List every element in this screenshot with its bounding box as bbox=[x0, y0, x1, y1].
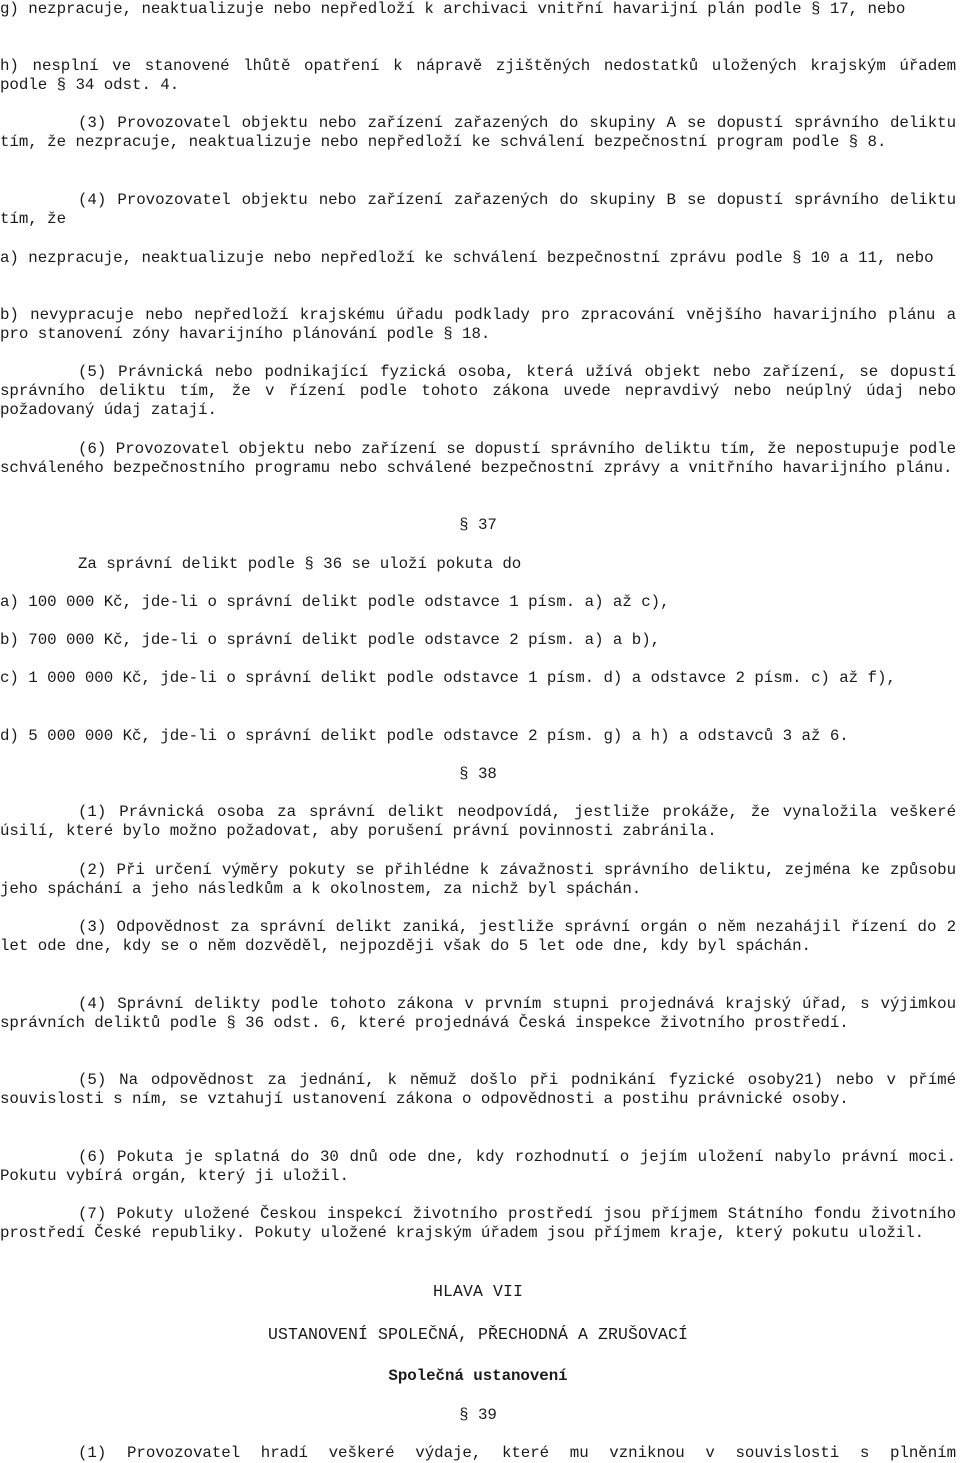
paragraph-36-5: (5) Právnická nebo podnikající fyzická osoba, která užívá objekt nebo zařízení, se dopustí správního deliktu tím, že v řízení podle tohoto zákona uvede nepravdivý nebo neúplný údaj nebo požadovaný údaj zatají. bbox=[0, 363, 956, 420]
section-38-paragraph-5: (5) Na odpovědnost za jednání, k němuž došlo při podnikání fyzické osoby21) nebo v přímé souvislosti s ním, se vztahují ustanovení zákona o odpovědnosti a postihu právnické osoby. bbox=[0, 1071, 956, 1109]
section-38-paragraph-4: (4) Správní delikty podle tohoto zákona v prvním stupni projednává krajský úřad, s výjimkou správních deliktů podle § 36 odst. 6, které projednává Česká inspekce životního prostředí. bbox=[0, 995, 956, 1033]
paragraph-36-4-b: b) nevypracuje nebo nepředloží krajskému úřadu podklady pro zpracování vnějšího havarijního plánu a pro stanovení zóny havarijního plánování podle § 18. bbox=[0, 306, 956, 344]
section-39-paragraph-1: (1) Provozovatel hradí veškeré výdaje, které mu vzniknou v souvislosti s plněním bbox=[78, 1444, 956, 1462]
section-37-item-b: b) 700 000 Kč, jde-li o správní delikt podle odstavce 2 písm. a) a b), bbox=[0, 631, 661, 649]
section-38-paragraph-2: (2) Při určení výměry pokuty se přihlédne k závažnosti správního deliktu, zejména ke způsobu jeho spáchání a jeho následkům a k okolnostem, za nichž byl spáchán. bbox=[0, 861, 956, 899]
chapter-title: USTANOVENÍ SPOLEČNÁ, PŘECHODNÁ A ZRUŠOVACÍ bbox=[267, 1325, 689, 1344]
section-38-paragraph-7: (7) Pokuty uložené Českou inspekcí životního prostředí jsou příjmem Státního fondu životního prostředí České republiky. Pokuty uložené krajským úřadem jsou příjmem kraje, který pokutu uložil. bbox=[0, 1205, 956, 1243]
paragraph-36-4: (4) Provozovatel objektu nebo zařízení zařazených do skupiny B se dopustí správního deliktu tím, že bbox=[0, 191, 956, 229]
paragraph-36-6: (6) Provozovatel objektu nebo zařízení se dopustí správního deliktu tím, že nepostupuje podle schváleného bezpečnostního programu nebo schválené bezpečnostní zprávy a vnitřního havarijního plánu. bbox=[0, 440, 956, 478]
paragraph-36-4-a: a) nezpracuje, neaktualizuje nebo nepředloží ke schválení bezpečnostní zprávu podle § 10 a 11, nebo bbox=[0, 249, 934, 267]
section-37-item-a: a) 100 000 Kč, jde-li o správní delikt podle odstavce 1 písm. a) až c), bbox=[0, 593, 670, 611]
chapter-number: HLAVA VII bbox=[432, 1282, 523, 1301]
section-37-item-d: d) 5 000 000 Kč, jde-li o správní delikt podle odstavce 2 písm. g) a h) a odstavců 3 až 6. bbox=[0, 727, 849, 745]
paragraph-36-3: (3) Provozovatel objektu nebo zařízení zařazených do skupiny A se dopustí správního deliktu tím, že nezpracuje, neaktualizuje nebo nepředloží ke schválení bezpečnostní program podle § 8. bbox=[0, 114, 956, 152]
section-37-intro: Za správní delikt podle § 36 se uloží pokuta do bbox=[78, 555, 522, 573]
section-38-paragraph-1: (1) Právnická osoba za správní delikt neodpovídá, jestliže prokáže, že vynaložila veškeré úsilí, které bylo možno požadovat, aby porušení právní povinnosti zabránila. bbox=[0, 803, 956, 841]
paragraph-36-2-h: h) nesplní ve stanovené lhůtě opatření k nápravě zjištěných nedostatků uložených krajským úřadem podle § 34 odst. 4. bbox=[0, 57, 956, 95]
section-37-item-c: c) 1 000 000 Kč, jde-li o správní delikt podle odstavce 1 písm. d) a odstavce 2 písm. c) až f), bbox=[0, 669, 896, 687]
section-38-paragraph-6: (6) Pokuta je splatná do 30 dnů ode dne, kdy rozhodnutí o jejím uložení nabylo právní moci. Pokutu vybírá orgán, který ji uložil. bbox=[0, 1148, 956, 1186]
section-37-heading: § 37 bbox=[459, 516, 497, 534]
chapter-subtitle: Společná ustanovení bbox=[388, 1367, 568, 1385]
section-38-heading: § 38 bbox=[459, 765, 497, 783]
section-39-heading: § 39 bbox=[459, 1406, 497, 1424]
section-38-paragraph-3: (3) Odpovědnost za správní delikt zaniká, jestliže správní orgán o něm nezahájil řízení do 2 let ode dne, kdy se o něm dozvěděl, nejpozději však do 5 let ode dne, kdy byl spáchán. bbox=[0, 918, 956, 956]
paragraph-36-2-g: g) nezpracuje, neaktualizuje nebo nepředloží k archivaci vnitřní havarijní plán podle § 17, nebo bbox=[0, 0, 906, 18]
